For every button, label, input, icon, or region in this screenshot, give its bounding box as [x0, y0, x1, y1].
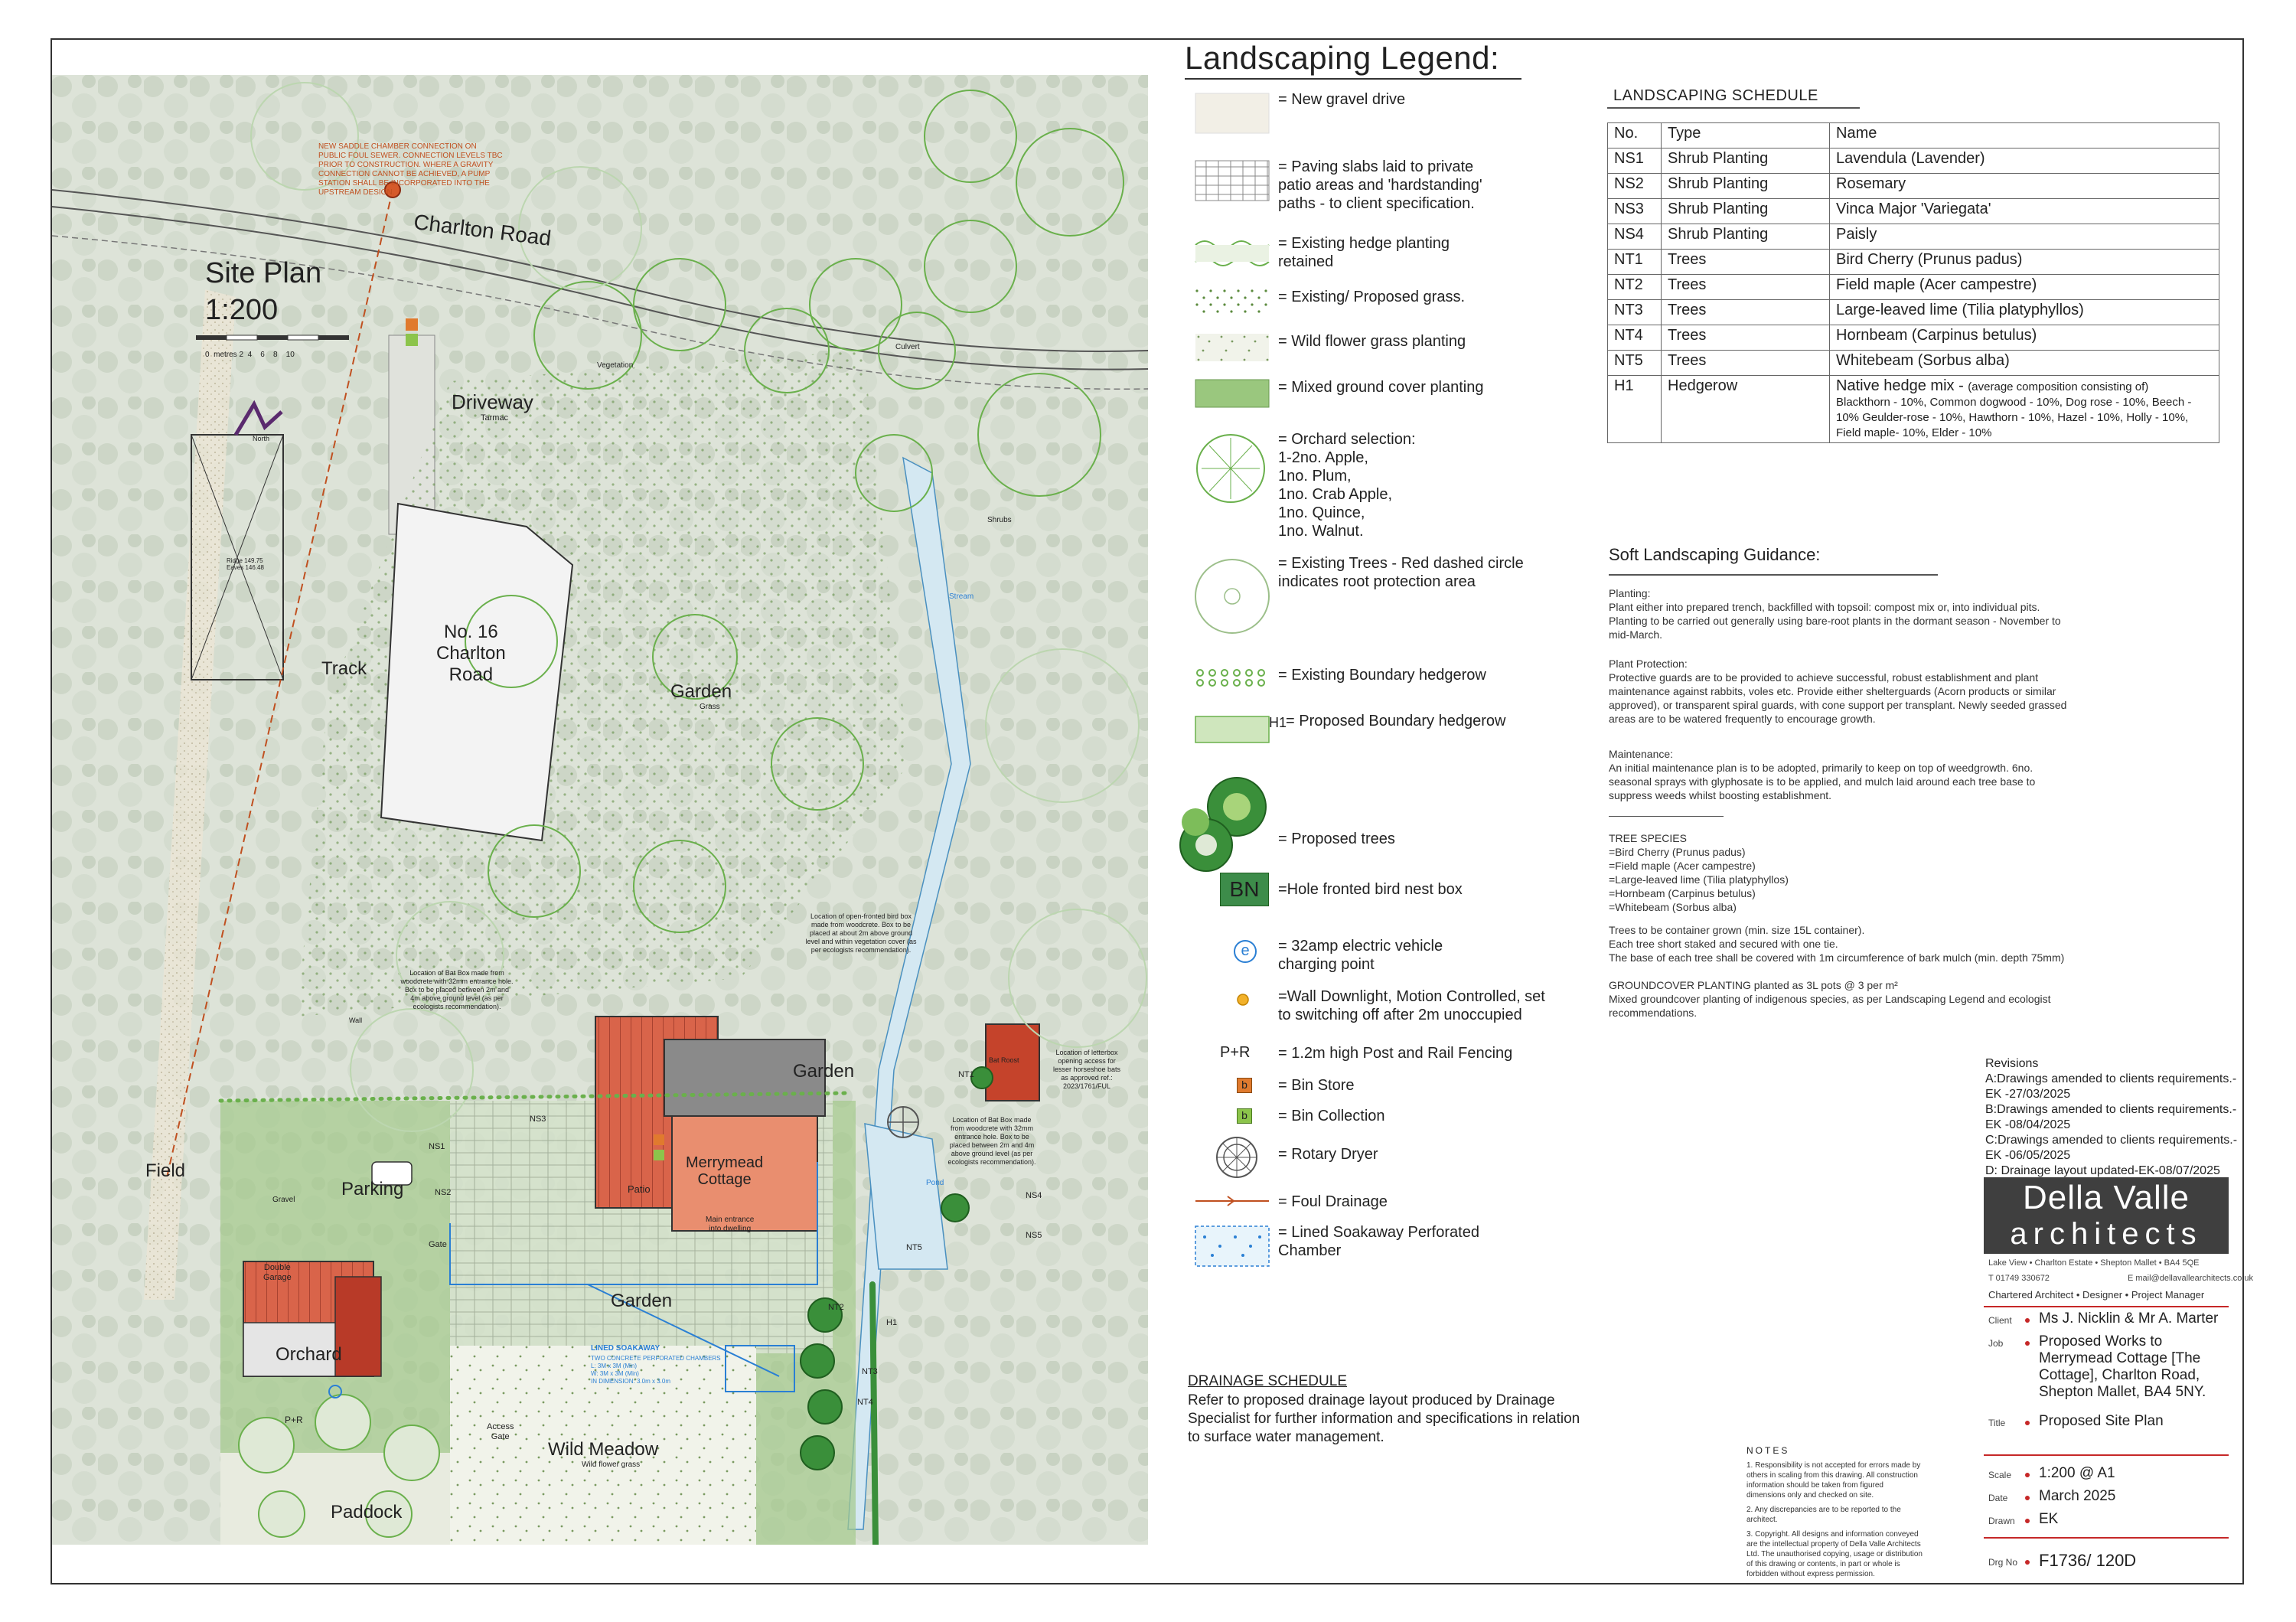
job-value: Proposed Works to Merrymead Cottage [The Cottage], Charlton Road, Shepton Mallet, BA4 5NY. — [2039, 1333, 2206, 1400]
notes-body: 1. Responsibility is not accepted for errors made by others in scaling from this drawing. All construction information should be taken from figured dimensions only and checked on site. 2. Any discrepancies are to be reported to the architect. 3. Copyright. All designs and information conveyed are the intellectual property of Della Valle Architects Ltd. The unauthorised copying, usage or distribution of this drawing or contents, in part or whole is forbidden without express permission. — [1746, 1461, 1923, 1578]
tag-ns4: NS4 — [1026, 1191, 1042, 1200]
site-plan-scale: 1:200 — [205, 294, 279, 326]
house-label: No. 16 Charlton Road — [436, 622, 506, 685]
client-value: Ms J. Nicklin & Mr A. Marter — [2039, 1310, 2219, 1327]
grass-label: Grass — [700, 703, 720, 711]
legend-title: Landscaping Legend: — [1185, 40, 1500, 76]
landscaping-schedule-table — [1607, 122, 2219, 443]
pond-label: Pond — [926, 1179, 944, 1187]
bullet-icon — [2025, 1519, 2030, 1523]
garden-mid-label: Garden — [611, 1291, 673, 1311]
hedge-swatch — [1194, 234, 1270, 273]
client-label: Client — [1988, 1315, 2012, 1326]
bin-store-icon: b — [1237, 1078, 1252, 1093]
bin-collection-icon: b — [1237, 1108, 1252, 1124]
existing-hedgerow-icon — [1194, 666, 1270, 689]
grass-swatch — [1194, 288, 1270, 318]
north-label: North — [253, 435, 270, 442]
soakaway-title: LINED SOAKAWAY — [591, 1344, 660, 1353]
table-row: NT4 Trees Hornbeam (Carpinus betulus) — [1608, 325, 2219, 351]
bullet-icon — [2025, 1421, 2030, 1425]
wildflower-swatch — [1194, 332, 1270, 363]
scale-value: 1:200 @ A1 — [2039, 1465, 2115, 1481]
garden-right-label: Garden — [793, 1061, 855, 1082]
trees-note-2: Each tree short staked and secured with one tie. — [1609, 938, 1838, 950]
garden-top-label: Garden — [670, 681, 732, 702]
tag-nt2: NT2 — [828, 1303, 844, 1312]
drgno-label: Drg No — [1988, 1557, 2018, 1568]
bat-box-note: Location of Bat Box made from woodcrete with 32mm entrance hole. Box to be placed between 2m and 4m above ground level (as per ecologists recommendation). — [400, 969, 514, 1010]
species-item: =Large-leaved lime (Tilia platyphyllos) — [1609, 873, 1789, 886]
guidance-title-underline — [1609, 574, 1938, 576]
trees-note-1: Trees to be container grown (min. size 15L container). — [1609, 924, 1865, 936]
gate-label: Gate — [429, 1240, 447, 1249]
proposed-tree-icon — [1160, 769, 1275, 883]
driveway-label: Driveway — [452, 390, 533, 413]
titleblock-divider — [1984, 1454, 2229, 1456]
field-label: Field — [145, 1160, 186, 1181]
foul-drainage-icon — [1194, 1190, 1270, 1212]
tree-species-heading: TREE SPECIES — [1609, 832, 1687, 844]
firm-logo: Della Valle architects — [1984, 1177, 2229, 1254]
protection-text: Protective guards are to be provided to achieve successful, robust establishment and plant maintenance against rabbits, voles etc. Provide either shelterguards (Acorn products or similar approved), or transparent spiral guards, with cone support per transplant. Newly seeded grassed areas are to be watered frequently to encourage growth. — [1609, 671, 2067, 725]
species-item: =Field maple (Acer campestre) — [1609, 860, 1756, 872]
soakaway-text: TWO CONCRETE PERFORATED CHAMBERS L: 3M x 3M (Min) W: 3M x 3M (Min) IN DIMENSION: 3.0m x 3.0m — [591, 1355, 721, 1385]
species-item: =Whitebeam (Sorbus alba) — [1609, 901, 1737, 913]
bird-box-icon: BN — [1220, 873, 1269, 906]
garage-label: Double Garage — [263, 1263, 292, 1282]
ev-charging-icon: e — [1234, 940, 1257, 963]
paving-swatch — [1194, 158, 1270, 204]
culvert-label: Culvert — [895, 343, 920, 351]
groundcover-swatch — [1194, 378, 1270, 409]
tarmac-label: Tarmac — [481, 413, 509, 423]
species-item: =Hornbeam (Carpinus betulus) — [1609, 887, 1756, 899]
road-label: Charlton Road — [412, 210, 553, 250]
hedge-mix-composition: Blackthorn - 10%, Common dogwood - 10%, Dog rose - 10%, Beech - 10% Geulder-rose - 10%, Hawthorn - 10%, Hazel - 10%, Holly - 10%, Field maple- 10%, Elder - 10% — [1836, 396, 2192, 439]
table-row: NT3 Trees Large-leaved lime (Tilia platyphyllos) — [1608, 300, 2219, 325]
firm-tagline: Chartered Architect • Designer • Project Manager — [1988, 1289, 2205, 1301]
shrubs-label: Shrubs — [987, 516, 1012, 524]
table-row-hedgerow: H1 Hedgerow Native hedge mix - (average composition consisting of) Blackthorn - 10%, Common dogwood - 10%, Dog rose - 10%, Beech - 10% Geulder-rose - 10%, Hawthorn - 10%, Hazel - 10%, Holly - 10%, Field maple- 10%, Elder - 10% — [1608, 376, 2219, 443]
schedule-title-underline — [1607, 107, 1860, 109]
bullet-icon — [2025, 1496, 2030, 1500]
tag-ns2: NS2 — [435, 1188, 452, 1197]
downlight-icon — [1194, 987, 1270, 1010]
table-row: NT2 Trees Field maple (Acer campestre) — [1608, 275, 2219, 300]
firm-address: Lake View • Charlton Estate • Shepton Mallet • BA4 5QE — [1988, 1258, 2200, 1268]
table-row: NS2 Shrub Planting Rosemary — [1608, 174, 2219, 199]
wild-flower-grass-label: Wild flower grass — [582, 1460, 641, 1469]
drgno-value: F1736/ 120D — [2039, 1551, 2137, 1570]
job-label: Job — [1988, 1338, 2004, 1349]
notes-title: NOTES — [1746, 1445, 1790, 1456]
vegetation-label: Vegetation — [597, 361, 634, 370]
bat-roost-label: Bat Roost — [989, 1056, 1019, 1064]
cottage-label: Merrymead Cottage — [686, 1154, 764, 1188]
bullet-icon — [2025, 1318, 2030, 1323]
sewer-note: NEW SADDLE CHAMBER CONNECTION ON PUBLIC FOUL SEWER. CONNECTION LEVELS TBC PRIOR TO CONSTRUCTION. WHERE A GRAVITY CONNECTION CANNOT BE ACHIEVED, A PUMP STATION SHALL BE INCORPORATED INTO THE UPSTREAM DESIGN. — [318, 142, 503, 197]
guidance-separator — [1609, 816, 1724, 817]
table-row: NS1 Shrub Planting Lavendula (Lavender) — [1608, 148, 2219, 174]
post-rail-symbol: P+R — [1220, 1044, 1251, 1061]
titleblock-divider — [1984, 1537, 2229, 1539]
site-plan-title: Site Plan — [205, 257, 322, 289]
bird-box-note: Location of open-fronted bird box made from woodcrete. Box to be placed at about 2m above ground level and within vegetation cover (as per ecologists recommendation). — [805, 912, 917, 954]
post-rail-label: P+R — [285, 1415, 303, 1425]
drainage-title: DRAINAGE SCHEDULE — [1188, 1373, 1347, 1389]
main-entrance-label: Main entrance into dwelling — [706, 1216, 755, 1233]
mixed-groundcover-note: Mixed groundcover planting of indigenous species, as per Landscaping Legend and ecologist recommendations. — [1609, 993, 2051, 1019]
maintenance-text: An initial maintenance plan is to be adopted, primarily to keep on top of weedgrowth. 6no. seasonal sprays with glyphosate is to be applied, and mulch laid around each tree base to suppress weeds whilst boosting establishment. — [1609, 762, 2036, 801]
soakaway-icon — [1194, 1223, 1270, 1269]
guidance-title: Soft Landscaping Guidance: — [1609, 545, 1821, 564]
drawn-value: EK — [2039, 1511, 2059, 1527]
scale-label: Scale — [1988, 1470, 2012, 1480]
table-header-row: No. Type Name — [1608, 123, 2219, 148]
titleblock-divider — [1984, 1306, 2229, 1307]
bullet-icon — [2025, 1341, 2030, 1346]
table-row: NS4 Shrub Planting Paisly — [1608, 224, 2219, 250]
protection-heading: Plant Protection: — [1609, 658, 1688, 670]
revisions: Revisions A:Drawings amended to clients requirements.-EK -27/03/2025 B:Drawings amended to clients requirements.-EK -08/04/2025 C:Drawings amended to clients requirements.-EK -06/05/2025 D: Drainage layout updated-EK-08/07/2025 — [1985, 1057, 2238, 1177]
table-row: NT1 Trees Bird Cherry (Prunus padus) — [1608, 250, 2219, 275]
parking-label: Parking — [341, 1179, 404, 1199]
letterbox-note: Location of letterbox opening access for lesser horseshoe bats as approved ref.: 2023/1761/FUL — [1052, 1049, 1121, 1090]
groundcover-note: GROUNDCOVER PLANTING planted as 3L pots @ 3 per m² — [1609, 979, 1898, 991]
species-item: =Bird Cherry (Prunus padus) — [1609, 846, 1746, 858]
schedule-title: LANDSCAPING SCHEDULE — [1613, 87, 1818, 104]
hedge-mix-avg: (average composition consisting of) — [1968, 380, 2149, 393]
planting-text: Plant either into prepared trench, backfilled with topsoil: compost mix or, into individual pits. Planting to be carried out generally using bare-root plants in the dormant season - November to mid-March. — [1609, 601, 2061, 641]
bullet-icon — [2025, 1560, 2030, 1565]
firm-phone: T 01749 330672 — [1988, 1274, 2050, 1283]
patio-label: Patio — [628, 1183, 651, 1195]
planting-heading: Planting: — [1609, 587, 1651, 599]
date-value: March 2025 — [2039, 1488, 2116, 1504]
tag-ns5: NS5 — [1026, 1231, 1042, 1240]
trees-note-3: The base of each tree shall be covered with 1m circumference of bark mulch (min. depth 75mm) — [1609, 951, 2065, 964]
wild-meadow-label: Wild Meadow — [548, 1439, 659, 1460]
title-label: Title — [1988, 1418, 2006, 1428]
paddock-label: Paddock — [331, 1502, 403, 1522]
access-gate-label: Access Gate — [487, 1422, 514, 1441]
tag-nt4: NT4 — [857, 1398, 873, 1407]
track-label: Track — [321, 658, 367, 679]
table-row: NT5 Trees Whitebeam (Sorbus alba) — [1608, 351, 2219, 376]
tag-h1: H1 — [886, 1318, 898, 1327]
tag-nt5: NT5 — [906, 1243, 922, 1252]
table-row: NS3 Shrub Planting Vinca Major 'Variegata' — [1608, 199, 2219, 224]
drainage-text: Refer to proposed drainage layout produced by Drainage Specialist for further information and specifications in relation to surface water management. — [1188, 1392, 1580, 1445]
scale-bar-labels: 0 metres 2 4 6 8 10 — [205, 351, 295, 359]
tag-ns3: NS3 — [530, 1115, 546, 1124]
stream-label: Stream — [949, 592, 974, 601]
legend-title-underline — [1185, 78, 1521, 80]
firm-email: E mail@dellavallearchitects.co.uk — [2128, 1274, 2254, 1283]
tag-ns1: NS1 — [429, 1142, 445, 1151]
wall-label: Wall — [349, 1017, 363, 1024]
drawn-label: Drawn — [1988, 1516, 2015, 1526]
hedge-mix-name: Native hedge mix - — [1836, 377, 1968, 394]
gravel-label: Gravel — [272, 1196, 295, 1204]
bullet-icon — [2025, 1473, 2030, 1477]
tag-nt3: NT3 — [862, 1367, 878, 1376]
ridge-label: Ridge 149.75 Eaves 146.48 — [227, 557, 264, 571]
tag-nt1: NT1 — [958, 1070, 974, 1079]
maintenance-heading: Maintenance: — [1609, 748, 1674, 760]
gravel-swatch — [1194, 90, 1270, 136]
title-value: Proposed Site Plan — [2039, 1413, 2164, 1429]
orchard-label: Orchard — [276, 1344, 342, 1365]
orchard-tree-icon — [1194, 430, 1270, 507]
existing-tree-icon — [1194, 554, 1270, 638]
bat-box-note-2: Location of Bat Box made from woodcrete with 32mm entrance hole. Box to be placed between 2m and 4m above ground level (as per ecologists recommendation). — [947, 1116, 1036, 1166]
date-label: Date — [1988, 1493, 2008, 1503]
